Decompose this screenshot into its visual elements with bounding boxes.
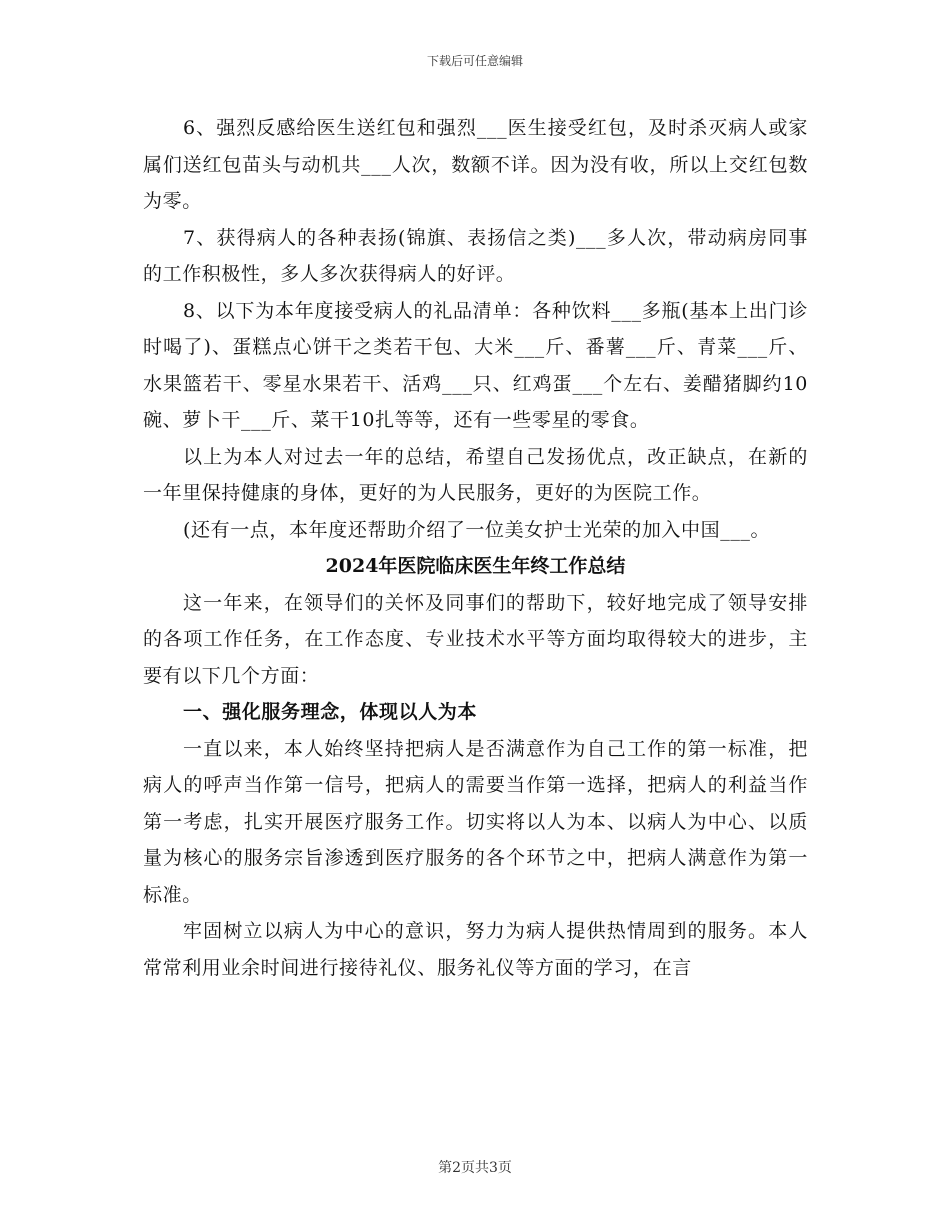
section-intro: 这一年来，在领导们的关怀及同事们的帮助下，较好地完成了领导安排的各项工作任务，在工作态度、专业技术水平等方面均取得较大的进步，主要有以下几个方面：	[143, 591, 808, 687]
section-heading-1: 一、强化服务理念，体现以人为本	[183, 701, 478, 723]
section-title: 2024年医院临床医生年终工作总结	[325, 555, 626, 577]
page-header: 下载后可任意编辑	[426, 54, 523, 68]
paragraph-item-8: 8、以下为本年度接受病人的礼品清单：各种饮料___多瓶(基本上出门诊时喝了)、蛋糕点心饼干之类若干包、大米___斤、番薯___斤、青菜___斤、水果篮若干、零星水果若干、活鸡___只、红鸡蛋___个左右、姜醋猪脚约10碗、萝卜干___斤、菜干10扎等等，还有一些零星的零食。	[143, 299, 808, 431]
page-footer: 第2页共3页	[438, 1160, 512, 1176]
section-paragraph-1: 一直以来，本人始终坚持把病人是否满意作为自己工作的第一标准，把病人的呼声当作第一信号，把病人的需要当作第一选择，把病人的利益当作第一考虑，扎实开展医疗服务工作。切实将以人为本、以病人为中心、以质量为核心的服务宗旨渗透到医疗服务的各个环节之中，把病人满意作为第一标准。	[143, 737, 808, 906]
paragraph-item-6: 6、强烈反感给医生送红包和强烈___医生接受红包，及时杀灭病人或家属们送红包苗头与动机共___人次，数额不详。因为没有收，所以上交红包数为零。	[143, 117, 808, 212]
paragraph-note: (还有一点，本年度还帮助介绍了一位美女护士光荣的加入中国___。	[183, 518, 771, 541]
paragraph-conclusion: 以上为本人对过去一年的总结，希望自己发扬优点，改正缺点，在新的一年里保持健康的身体，更好的为人民服务，更好的为医院工作。	[143, 445, 808, 504]
document-body	[143, 110, 808, 986]
section-paragraph-2: 牢固树立以病人为中心的意识，努力为病人提供热情周到的服务。本人常常利用业余时间进行接待礼仪、服务礼仪等方面的学习，在言	[143, 920, 808, 979]
paragraph-item-7: 7、获得病人的各种表扬(锦旗、表扬信之类)___多人次，带动病房同事的工作积极性，多人多次获得病人的好评。	[143, 226, 808, 285]
